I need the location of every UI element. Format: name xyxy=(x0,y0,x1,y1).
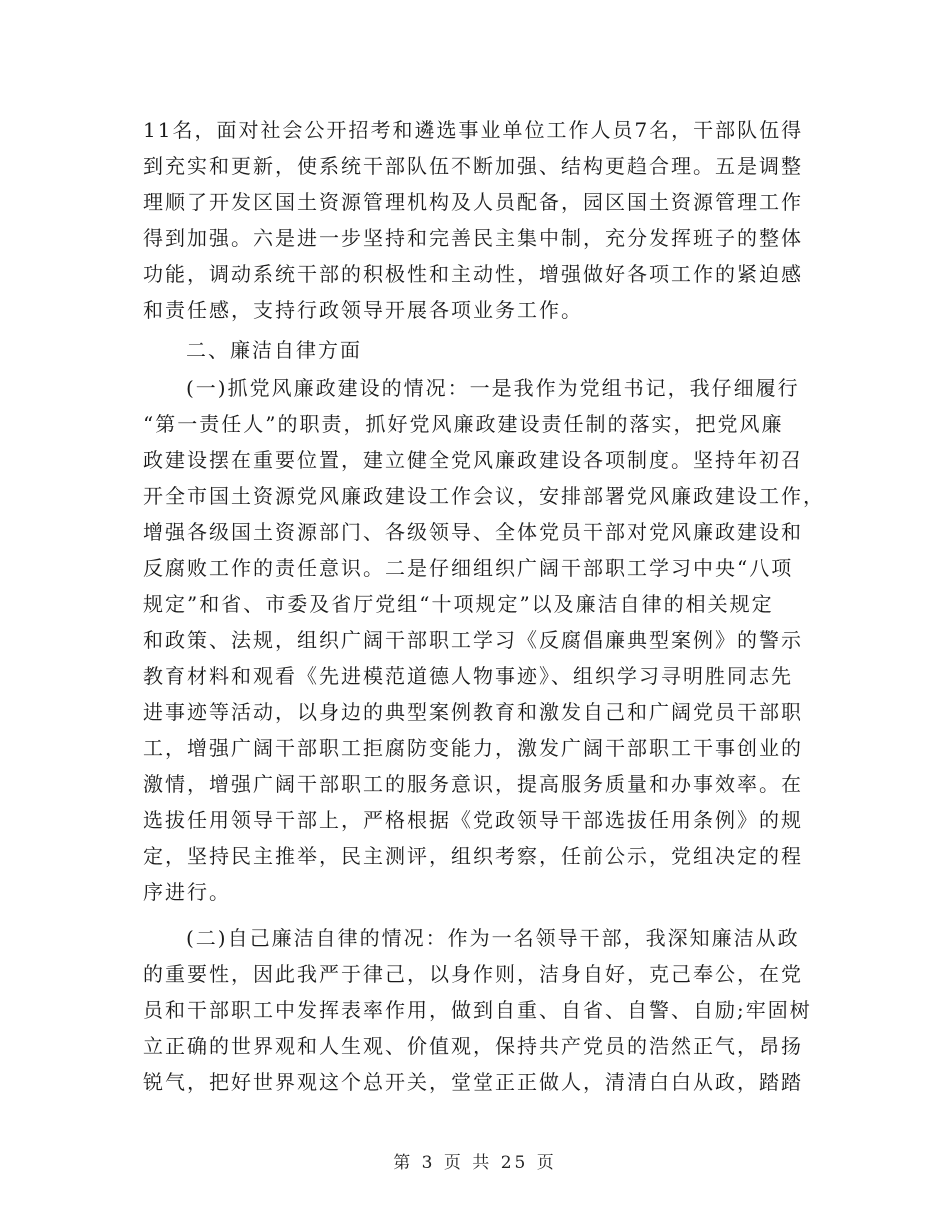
paragraph-line: 开全市国土资源党风廉政建设工作会议，安排部署党风廉政建设工作， xyxy=(143,484,825,508)
paragraph-line: 规定”和省、市委及省厅党组“十项规定”以及廉洁自律的相关规定 xyxy=(143,592,774,616)
section-heading: 二、廉洁自律方面 xyxy=(186,338,362,362)
paragraph-line: 得到加强。六是进一步坚持和完善民主集中制，充分发挥班子的整体 xyxy=(143,226,803,250)
paragraph-line: 理顺了开发区国土资源管理机构及人员配备，园区国土资源管理工作 xyxy=(143,190,803,214)
paragraph-line: 进事迹等活动，以身边的典型案例教育和激发自己和广阔党员干部职 xyxy=(143,700,803,724)
paragraph-line: 锐气，把好世界观这个总开关，堂堂正正做人，清清白白从政，踏踏 xyxy=(143,1070,803,1094)
paragraph-line: 工，增强广阔干部职工拒腐防变能力，激发广阔干部职工干事创业的 xyxy=(143,736,803,760)
paragraph-line: 到充实和更新，使系统干部队伍不断加强、结构更趋合理。五是调整 xyxy=(143,154,803,178)
paragraph-line: 员和干部职工中发挥表率作用，做到自重、自省、自警、自励;牢固树 xyxy=(143,998,812,1022)
paragraph-line: (二)自己廉洁自律的情况：作为一名领导干部，我深知廉洁从政 xyxy=(186,926,800,950)
paragraph-line: 定，坚持民主推举，民主测评，组织考察，任前公示，党组决定的程 xyxy=(143,844,803,868)
paragraph-line: 11名，面对社会公开招考和遴选事业单位工作人员7名，干部队伍得 xyxy=(143,118,804,142)
paragraph-line: (一)抓党风廉政建设的情况：一是我作为党组书记，我仔细履行 xyxy=(186,376,800,400)
paragraph-line: 和政策、法规，组织广阔干部职工学习《反腐倡廉典型案例》的警示 xyxy=(143,628,803,652)
paragraph-line: 立正确的世界观和人生观、价值观，保持共产党员的浩然正气，昂扬 xyxy=(143,1034,803,1058)
page-number-footer: 第 3 页 共 25 页 xyxy=(393,1153,557,1173)
paragraph-line: “第一责任人”的职责，抓好党风廉政建设责任制的落实，把党风廉 xyxy=(143,412,784,436)
paragraph-line: 选拔任用领导干部上，严格根据《党政领导干部选拔任用条例》的规 xyxy=(143,808,803,832)
paragraph-line: 增强各级国土资源部门、各级领导、全体党员干部对党风廉政建设和 xyxy=(143,520,803,544)
paragraph-line: 和责任感，支持行政领导开展各项业务工作。 xyxy=(143,298,583,322)
paragraph-line: 反腐败工作的责任意识。二是仔细组织广阔干部职工学习中央“八项 xyxy=(143,556,794,580)
paragraph-line: 序进行。 xyxy=(143,880,231,904)
paragraph-line: 的重要性，因此我严于律己，以身作则，洁身自好，克己奉公，在党 xyxy=(143,962,803,986)
paragraph-line: 政建设摆在重要位置，建立健全党风廉政建设各项制度。坚持年初召 xyxy=(143,448,803,472)
paragraph-line: 教育材料和观看《先进模范道德人物事迹》、组织学习寻明胜同志先 xyxy=(143,664,793,688)
paragraph-line: 激情，增强广阔干部职工的服务意识，提高服务质量和办事效率。在 xyxy=(143,772,803,796)
paragraph-line: 功能，调动系统干部的积极性和主动性，增强做好各项工作的紧迫感 xyxy=(143,262,803,286)
